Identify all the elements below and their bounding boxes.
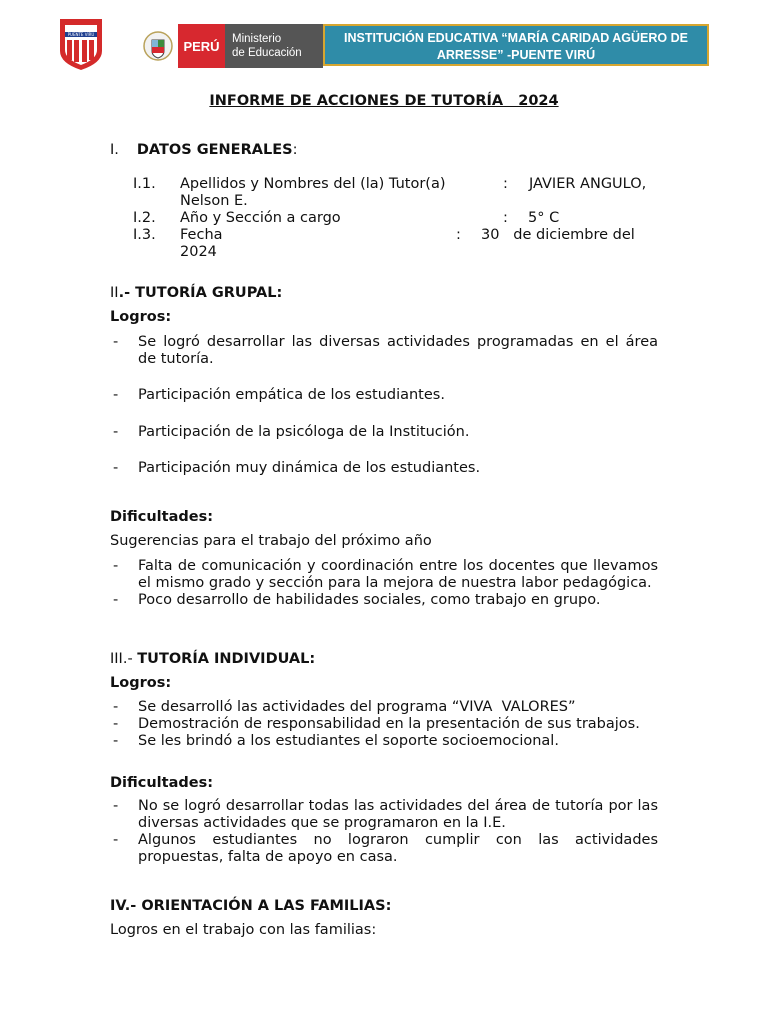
section-2-sugerencias: Sugerencias para el trabajo del próximo año <box>110 533 432 549</box>
section-2-logros-label: Logros: <box>110 309 172 325</box>
list-item: - No se logró desarrollar todas las actividades del área de tutoría por las diversas actividades que se programaron en la I.E. <box>113 798 658 831</box>
document-title: INFORME DE ACCIONES DE TUTORÍA 2024 <box>209 93 559 109</box>
section-2-logros-list <box>110 334 658 368</box>
section-3-heading: III.- TUTORÍA INDIVIDUAL: <box>110 651 316 667</box>
ministry-of-education-logo <box>140 24 323 68</box>
school-crest-logo <box>58 17 104 71</box>
list-item: - Participación empática de los estudiantes. <box>113 387 445 403</box>
school-name-line1: INSTITUCIÓN EDUCATIVA “MARÍA CARIDAD AGÜERO DE <box>344 31 688 45</box>
svg-text:PERÚ: PERÚ <box>183 39 220 54</box>
list-item: - Se les brindó a los estudiantes el soporte socioemocional. <box>113 733 559 749</box>
section-2-heading: II.- TUTORÍA GRUPAL: <box>110 285 283 301</box>
list-item: - Se desarrolló las actividades del programa “VIVA VALORES” <box>113 699 576 715</box>
section-3-dificultades-label: Dificultades: <box>110 775 214 791</box>
section-3-logros-list <box>110 699 658 750</box>
section-4-text: Logros en el trabajo con las familias: <box>110 922 377 938</box>
section-1-number: I. <box>110 142 119 158</box>
list-item: - Se logró desarrollar las diversas actividades programadas en el área de tutoría. <box>113 334 658 367</box>
list-item: - Demostración de responsabilidad en la presentación de sus trabajos. <box>113 716 640 732</box>
section-1-title: DATOS GENERALES <box>136 142 293 158</box>
svg-text:de Educación: de Educación <box>232 47 302 59</box>
section-3-logros-label: Logros: <box>110 675 172 691</box>
school-name-banner <box>323 24 709 66</box>
list-item: - Participación de la psicóloga de la Institución. <box>113 424 470 440</box>
list-item: - Poco desarrollo de habilidades sociales, como trabajo en grupo. <box>113 592 601 608</box>
section-1-heading: I. DATOS GENERALES: <box>110 142 298 158</box>
list-item: - Participación muy dinámica de los estudiantes. <box>113 460 481 476</box>
section-2-dificultades-list <box>110 558 658 609</box>
list-item: - Algunos estudiantes no lograron cumplir con las actividades propuestas, falta de apoyo en casa. <box>113 832 658 865</box>
svg-text:PUENTE VIRÚ: PUENTE VIRÚ <box>67 32 95 37</box>
svg-text:Ministerio: Ministerio <box>232 33 282 45</box>
list-item: - Falta de comunicación y coordinación entre los docentes que llevamos el mismo grado y sección para la mejora de nuestra labor pedagógica. <box>113 558 658 591</box>
section-4-heading: IV.- ORIENTACIÓN A LAS FAMILIAS: <box>110 898 392 914</box>
section-2-dificultades-label: Dificultades: <box>110 509 214 525</box>
school-name-line2: ARRESSE” -PUENTE VIRÚ <box>436 48 596 62</box>
section-3-dificultades-list <box>110 798 658 866</box>
